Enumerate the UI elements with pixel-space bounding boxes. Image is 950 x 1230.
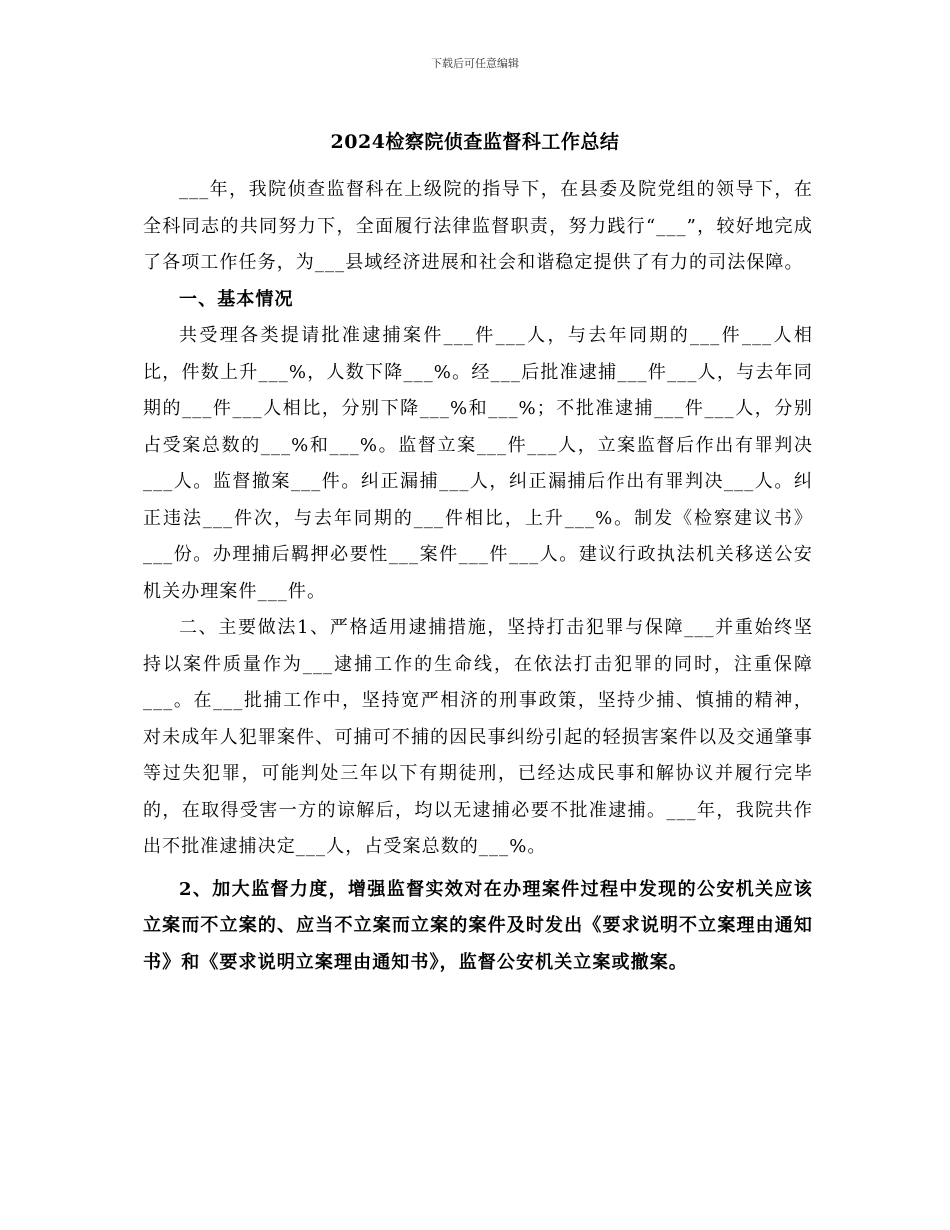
- intro-paragraph: ___年，我院侦查监督科在上级院的指导下，在县委及院党组的领导下，在全科同志的共同努力下，全面履行法律监督职责，努力践行“___”，较好地完成了各项工作任务，为___县域经济进展和社会和谐稳定提供了有力的司法保障。: [143, 179, 813, 273]
- document-body: [143, 172, 813, 981]
- document-title: 2024检察院侦查监督科工作总结: [330, 131, 620, 153]
- page-header-note: 下载后可任意编辑: [431, 57, 519, 70]
- main-practices-paragraph: 二、主要做法1、严格适用逮捕措施，坚持打击犯罪与保障___并重始终坚持以案件质量作为___逮捕工作的生命线，在依法打击犯罪的同时，注重保障___。在___批捕工作中，坚持宽严相济的刑事政策，坚持少捕、慎捕的精神，对未成年人犯罪案件、可捕可不捕的因民事纠纷引起的轻损害案件以及交通肇事等过失犯罪，可能判处三年以下有期徒刑，已经达成民事和解协议并履行完毕的，在取得受害一方的谅解后，均以无逮捕必要不批准逮捕。___年，我院共作出不批准逮捕决定___人，占受案总数的___%。: [143, 617, 813, 857]
- supervision-paragraph: 2、加大监督力度，增强监督实效对在办理案件过程中发现的公安机关应该立案而不立案的、应当不立案而立案的案件及时发出《要求说明不立案理由通知书》和《要求说明立案理由通知书》，监督公安机关立案或撤案。: [143, 878, 813, 973]
- section-heading-basic-situation: 一、基本情况: [179, 288, 294, 310]
- basic-situation-paragraph: 共受理各类提请批准逮捕案件___件___人，与去年同期的___件___人相比，件数上升___%，人数下降___%。经___后批准逮捕___件___人，与去年同期的___件___人相比，分别下降___%和___%；不批准逮捕___件___人，分别占受案总数的___%和___%。监督立案___件___人，立案监督后作出有罪判决___人。监督撤案___件。纠正漏捕___人，纠正漏捕后作出有罪判决___人。纠正违法___件次，与去年同期的___件相比，上升___%。制发《检察建议书》___份。办理捕后羁押必要性___案件___件___人。建议行政执法机关移送公安机关办理案件___件。: [143, 325, 813, 602]
